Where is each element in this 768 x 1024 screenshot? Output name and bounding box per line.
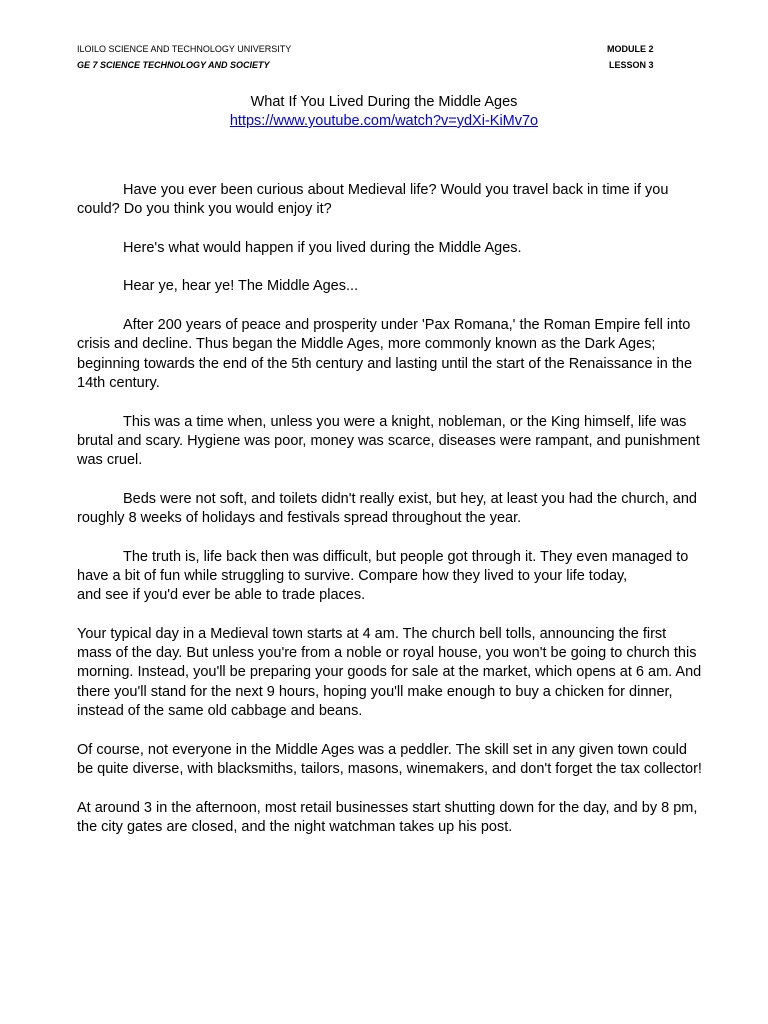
course-title: GE 7 SCIENCE TECHNOLOGY AND SOCIETY xyxy=(77,60,270,70)
title-block xyxy=(0,93,768,131)
header-right xyxy=(607,41,654,73)
paragraph: Hear ye, hear ye! The Middle Ages... xyxy=(123,278,359,295)
paragraph: This was a time when, unless you were a knight, nobleman, or the King himself, life was brutal and scary. Hygiene was poor, money was scarce, diseases were rampant, and punishment was cruel. xyxy=(77,413,700,469)
paragraph: Here's what would happen if you lived during the Middle Ages. xyxy=(123,239,522,256)
page-title: What If You Lived During the Middle Ages xyxy=(250,94,518,110)
header-left xyxy=(77,41,291,73)
paragraph: The truth is, life back then was difficult, but people got through it. They even managed to have a bit of fun while struggling to survive. Compare how they lived to your life today, xyxy=(77,548,689,584)
paragraph: Beds were not soft, and toilets didn't really exist, but hey, at least you had the church, and roughly 8 weeks of holidays and festivals spread throughout the year. xyxy=(77,490,697,527)
paragraph: Have you ever been curious about Medieval life? Would you travel back in time if you could? Do you think you would enjoy it? xyxy=(77,182,669,218)
paragraph: After 200 years of peace and prosperity under 'Pax Romana,' the Roman Empire fell into crisis and decline. Thus began the Middle Ages, more commonly known as the Dark Ages; beginning towards the end of the 5th century and lasting until the start of the Renaissance in the 14th century. xyxy=(77,317,693,391)
module-label: MODULE 2 xyxy=(607,44,654,54)
lesson-label: LESSON 3 xyxy=(609,60,654,70)
video-link[interactable]: https://www.youtube.com/watch?v=ydXi-KiMv7o xyxy=(229,113,539,129)
university-name: ILOILO SCIENCE AND TECHNOLOGY UNIVERSITY xyxy=(77,44,292,54)
paragraph: Of course, not everyone in the Middle Ages was a peddler. The skill set in any given town could be quite diverse, with blacksmiths, tailors, masons, winemakers, and don't forget the tax collector! xyxy=(77,741,702,777)
paragraph: Your typical day in a Medieval town starts at 4 am. The church bell tolls, announcing the first mass of the day. But unless you're from a noble or royal house, you won't be going to church this morning. Instead, you'll be preparing your goods for sale at the market, which opens at 6 am. And there you'll stand for the next 9 hours, hoping you'll make enough to buy a chicken for dinner, instead of the same old cabbage and beans. xyxy=(77,625,702,720)
paragraph: At around 3 in the afternoon, most retail businesses start shutting down for the day, and by 8 pm, the city gates are closed, and the night watchman takes up his post. xyxy=(77,799,698,835)
paragraph: and see if you'd ever be able to trade places. xyxy=(77,587,366,604)
body-text xyxy=(77,181,702,856)
